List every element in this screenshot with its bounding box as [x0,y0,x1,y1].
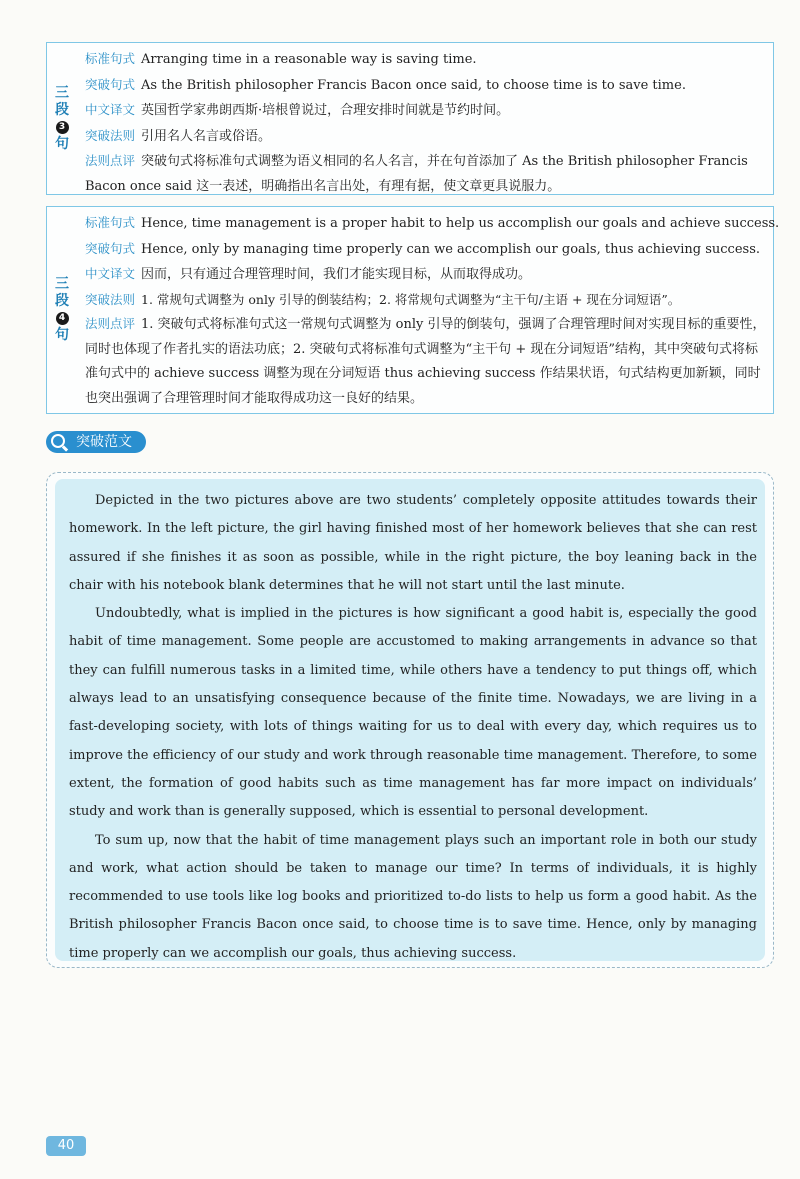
breakthrough-rule: 突破法则 引用名人名言或俗语。 [85,127,272,144]
essay-paragraph-1: Depicted in the two pictures above are two students’ completely opposite attitudes towards their homework. In the left picture, the girl having finished most of her homework believes that she can rest assured if she finishes it as soon as possible, while in the right picture, the boy leaning back in the chair with his notebook blank determines that he will not start until the last minute. [69,493,757,593]
page-number: 40 [46,1136,86,1156]
essay-heading [46,430,146,454]
standard-sentence: 标准句式 Hence, time management is a proper habit to help us accomplish our goals and achieve success. [85,215,780,231]
model-essay [46,472,774,968]
section-3-box [46,42,774,195]
essay-paragraph-2: Undoubtedly, what is implied in the pictures is how significant a good habit is, especially the good habit of time management. Some people are accustomed to making arrangements in advance so that they can fulfill numerous tasks in a limited time, while others have a tendency to put things off, which always lead to an unsatisfying consequence because of the finite time. Nowadays, we are living in a fast-developing society, with lots of things waiting for us to deal with every day, which requires us to improve the efficiency of our study and work through reasonable time management. Therefore, to some extent, the formation of good habits such as time management has far more impact on individuals’ study and work than is generally supposed, which is essential to personal development. [69,606,757,820]
chinese-translation: 中文译文 英国哲学家弗朗西斯·培根曾说过，合理安排时间就是节约时间。 [85,102,510,118]
breakthrough-rule: 突破法则 1. 常规句式调整为 only 引导的倒装结构；2. 将常规句式调整为“主干句/主语 + 现在分词短语”。 [85,291,681,307]
section-4-side-label: 三 段 4 句 [55,276,69,343]
rule-comment: 法则点评 突破句式将标准句式调整为语义相同的名人名言，并在句首添加了 As the British philosopher Francis Bacon once said 这一表述，明确指出名言出处，有理有据，使文章更具说服力。 [85,153,748,194]
circled-number-4: 4 [56,312,69,325]
section-3-side-label: 三 段 3 句 [55,84,69,152]
breakthrough-sentence: 突破句式 Hence, only by managing time properly can we accomplish our goals, thus achieving success. [85,240,760,257]
chinese-translation: 中文译文 因而，只有通过合理管理时间，我们才能实现目标，从而取得成功。 [85,266,532,282]
essay-paragraph-3: To sum up, now that the habit of time management plays such an important role in both our study and work, what action should be taken to manage our time? In terms of individuals, it is highly recommended to use tools like log books and prioritized to-do lists to help us form a good habit. As the British philosopher Francis Bacon once said, to choose time is to save time. Hence, only by managing time properly can we accomplish our goals, thus achieving success. [69,832,757,961]
rule-comment: 法则点评 1. 突破句式将标准句式这一常规句式调整为 only 引导的倒装句，强调了合理管理时间对实现目标的重要性，同时也体现了作者扎实的语法功底；2. 突破句式将标准句式调整为“主干句 + 现在分词短语”结构，其中突破句式将标准句式中的 achieve success 调整为现在分词短语 thus achieving success 作结果状语，句式结构更加新颖，同时也突出强调了合理管理时间才能取得成功这一良好的结果。 [85,316,766,406]
search-icon [51,434,65,448]
essay-title-tag: 突破范文 [46,431,146,453]
section-4-box [46,206,780,414]
circled-number-3: 3 [56,121,69,134]
standard-sentence: 标准句式 Arranging time in a reasonable way is saving time. [85,51,477,67]
breakthrough-sentence: 突破句式 As the British philosopher Francis Bacon once said, to choose time is to save time. [85,76,686,93]
